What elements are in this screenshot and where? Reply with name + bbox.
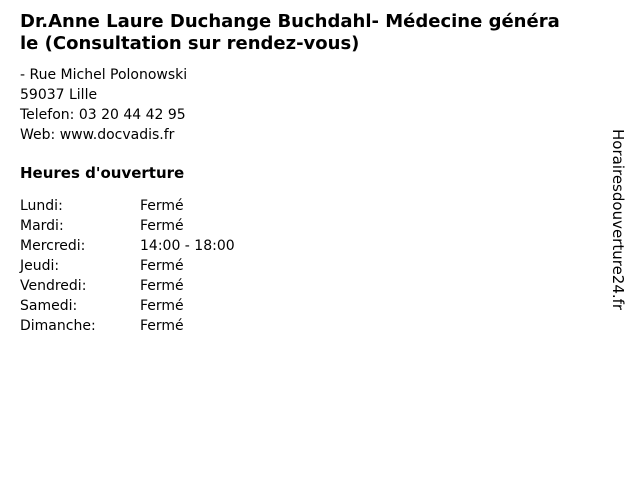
page-title-line-1: Dr.Anne Laure Duchange Buchdahl- Médecine généra [20, 11, 560, 32]
table-row [20, 196, 620, 216]
table-row [20, 236, 620, 256]
page-title-line-2: le (Consultation sur rendez-vous) [20, 33, 360, 54]
address-street: - Rue Michel Polonowski [20, 67, 188, 83]
phone-line: Telefon: 03 20 44 42 95 [20, 107, 186, 123]
table-row [20, 276, 620, 296]
hours-value: Fermé [140, 278, 184, 294]
opening-hours-heading: Heures d'ouverture [20, 164, 185, 182]
website-line: Web: www.docvadis.fr [20, 127, 175, 143]
hours-value: Fermé [140, 298, 184, 314]
opening-hours-table [20, 196, 620, 336]
day-label: Lundi: [20, 198, 63, 214]
address-city: 59037 Lille [20, 87, 98, 103]
page-title [20, 11, 620, 55]
table-row [20, 216, 620, 236]
hours-value: Fermé [140, 198, 184, 214]
day-label: Dimanche: [20, 318, 96, 334]
table-row [20, 296, 620, 316]
address-block [20, 65, 620, 145]
day-label: Mercredi: [20, 238, 86, 254]
hours-value: Fermé [140, 218, 184, 234]
hours-value: 14:00 - 18:00 [140, 238, 235, 254]
day-label: Mardi: [20, 218, 64, 234]
hours-value: Fermé [140, 258, 184, 274]
hours-value: Fermé [140, 318, 184, 334]
day-label: Samedi: [20, 298, 78, 314]
day-label: Jeudi: [20, 258, 60, 274]
table-row [20, 316, 620, 336]
main-content [20, 0, 620, 336]
watermark-vertical-text: Horairesdouverture24.fr [609, 129, 627, 311]
day-label: Vendredi: [20, 278, 87, 294]
table-row [20, 256, 620, 276]
